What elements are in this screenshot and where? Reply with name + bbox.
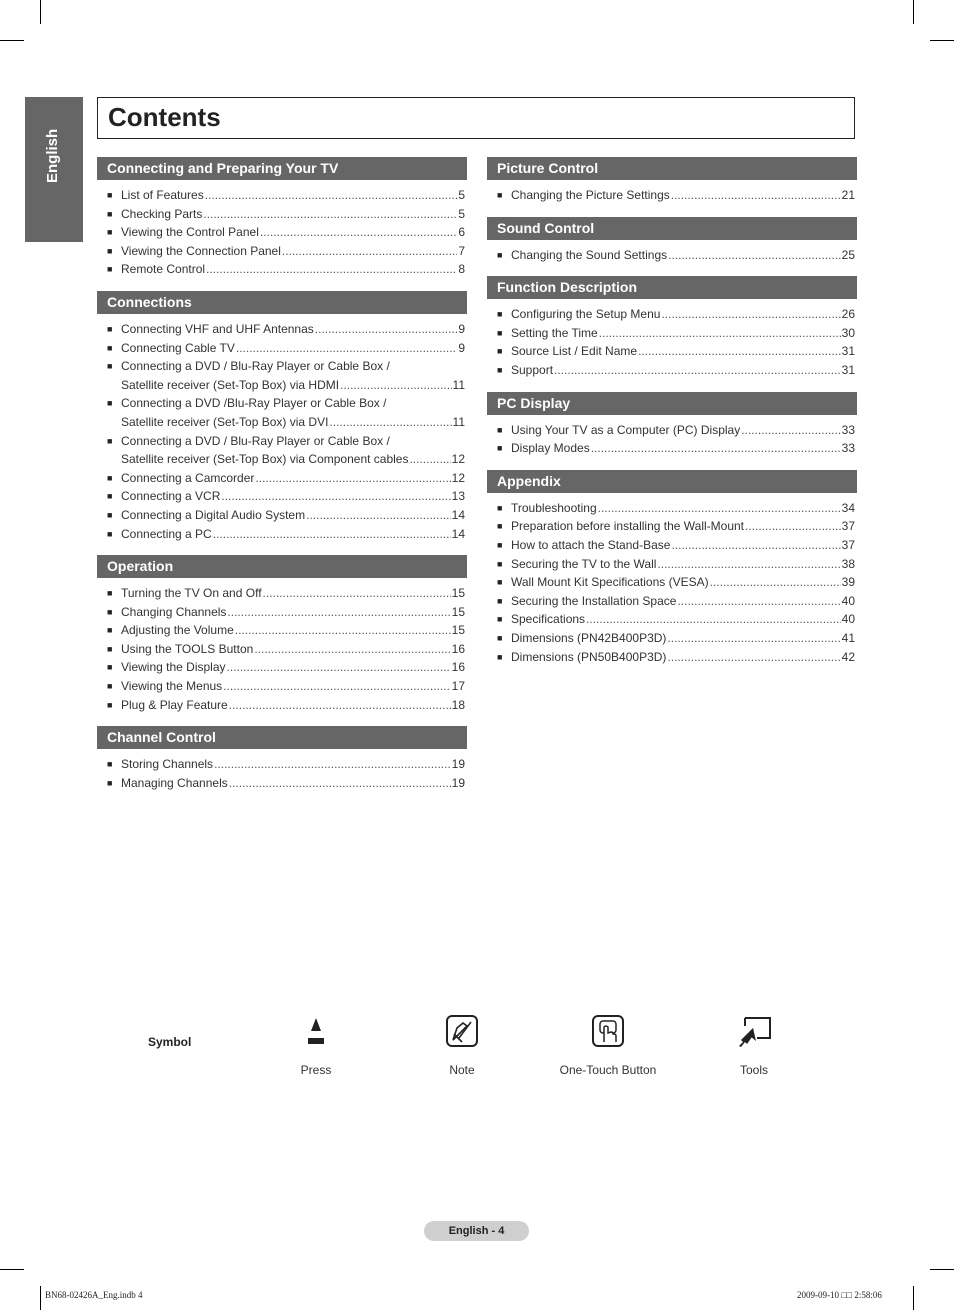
dot-leader <box>221 487 450 506</box>
toc-entry-list <box>487 421 857 458</box>
toc-page-number: 6 <box>458 225 465 240</box>
symbol-caption: Press <box>300 1063 332 1077</box>
toc-page-number: 17 <box>451 679 465 694</box>
section-heading: Connecting and Preparing Your TV <box>97 157 467 180</box>
dot-leader <box>227 658 451 677</box>
toc-entry <box>487 246 857 265</box>
dot-leader <box>661 305 840 324</box>
toc-page-number: 18 <box>451 697 465 712</box>
square-bullet-icon: ■ <box>497 539 503 550</box>
toc-entry-title: Dimensions (PN50B400P3D) <box>511 649 667 664</box>
dot-leader <box>710 573 841 592</box>
toc-entry <box>487 186 857 205</box>
toc-entry <box>487 629 857 648</box>
toc-page-number: 16 <box>451 641 465 656</box>
dot-leader <box>203 205 457 224</box>
toc-entry <box>97 339 467 358</box>
toc-entry <box>487 421 857 440</box>
dot-leader <box>223 677 450 696</box>
dot-leader <box>591 439 841 458</box>
toc-entry-title: Using the TOOLS Button <box>121 641 254 656</box>
toc-entry <box>97 677 467 696</box>
dot-leader <box>229 774 451 793</box>
tools-icon <box>735 1014 773 1048</box>
dot-leader <box>282 242 457 261</box>
toc-page-number: 5 <box>458 188 465 202</box>
toc-left-column <box>97 157 467 804</box>
dot-leader <box>638 342 841 361</box>
toc-entry <box>487 499 857 518</box>
dot-leader <box>205 186 458 205</box>
dot-leader <box>254 640 450 659</box>
toc-entry-title: Connecting VHF and UHF Antennas <box>121 321 314 336</box>
square-bullet-icon: ■ <box>107 435 113 446</box>
dot-leader <box>306 506 451 525</box>
toc-entry-title: Specifications <box>511 612 586 627</box>
toc-entry-title: Wall Mount Kit Specifications (VESA) <box>511 575 709 590</box>
toc-entry-title: Storing Channels <box>121 757 214 772</box>
dot-leader <box>599 324 841 343</box>
square-bullet-icon: ■ <box>107 342 113 353</box>
dot-leader <box>745 517 841 536</box>
toc-entry-title: Connecting a PC <box>121 526 212 541</box>
toc-page-number: 37 <box>841 537 855 552</box>
toc-page-number: 40 <box>841 612 855 627</box>
toc-entry-title: Turning the TV On and Off <box>121 586 262 601</box>
square-bullet-icon: ■ <box>107 643 113 654</box>
toc-entry-title: Checking Parts <box>121 206 203 221</box>
toc-page-number: 14 <box>451 526 465 541</box>
section-heading: Picture Control <box>487 157 857 180</box>
toc-page-number: 7 <box>458 243 465 258</box>
toc-entry <box>487 573 857 592</box>
toc-page-number: 15 <box>451 586 465 601</box>
toc-entry-title: Viewing the Control Panel <box>121 225 259 240</box>
toc-entry <box>487 648 857 667</box>
dot-leader <box>213 525 451 544</box>
square-bullet-icon: ■ <box>107 588 113 599</box>
dot-leader <box>235 621 451 640</box>
section-heading: Channel Control <box>97 726 467 749</box>
toc-entry-title: Viewing the Connection Panel <box>121 243 281 258</box>
page-number-badge: English - 4 <box>424 1221 529 1241</box>
toc-entry <box>97 658 467 677</box>
toc-entry <box>97 205 467 224</box>
toc-entry-title: Securing the Installation Space <box>511 593 677 608</box>
crop-mark <box>40 0 41 24</box>
toc-page-number: 39 <box>841 575 855 590</box>
crop-mark <box>913 1286 914 1310</box>
toc-page-number: 19 <box>451 775 465 790</box>
square-bullet-icon: ■ <box>107 361 113 372</box>
square-bullet-icon: ■ <box>107 398 113 409</box>
toc-entry-title: Viewing the Display <box>121 660 226 675</box>
toc-entry-title: Troubleshooting <box>511 500 597 515</box>
page-title: Contents <box>108 102 221 132</box>
toc-page-number: 37 <box>841 519 855 534</box>
square-bullet-icon: ■ <box>497 190 503 200</box>
symbol-caption: One-Touch Button <box>559 1063 657 1077</box>
square-bullet-icon: ■ <box>497 346 503 357</box>
crop-mark <box>930 40 954 41</box>
toc-section <box>97 291 467 543</box>
toc-entry <box>487 439 857 458</box>
toc-entry-title: Adjusting the Volume <box>121 623 234 638</box>
section-heading: Connections <box>97 291 467 314</box>
toc-entry <box>97 357 467 394</box>
toc-section <box>97 157 467 279</box>
toc-entry <box>97 242 467 261</box>
toc-page-number: 41 <box>841 630 855 645</box>
toc-entry-title: Configuring the Setup Menu <box>511 307 661 322</box>
square-bullet-icon: ■ <box>497 424 503 435</box>
symbol-note <box>402 1014 522 1077</box>
dot-leader <box>586 610 841 629</box>
square-bullet-icon: ■ <box>107 699 113 710</box>
crop-mark <box>930 1269 954 1270</box>
toc-entry <box>97 223 467 242</box>
dot-leader <box>263 584 451 603</box>
toc-entry-title: Support <box>511 362 554 377</box>
toc-entry-title: Preparation before installing the Wall-Mount <box>511 519 745 534</box>
toc-entry-title: Plug & Play Feature <box>121 697 228 712</box>
one-touch-button-icon <box>591 1014 625 1048</box>
toc-page-number: 25 <box>841 247 855 262</box>
dot-leader <box>229 696 451 715</box>
dot-leader <box>671 186 841 205</box>
toc-entry <box>97 621 467 640</box>
symbol-label: Symbol <box>148 1035 192 1049</box>
toc-entry-title: List of Features <box>121 188 204 202</box>
toc-entry-title: Satellite receiver (Set-Top Box) via HDMI <box>121 377 340 392</box>
title-box <box>97 97 855 139</box>
toc-right-column <box>487 157 857 678</box>
square-bullet-icon: ■ <box>497 364 503 375</box>
toc-entry <box>487 592 857 611</box>
toc-entry <box>97 320 467 339</box>
toc-entry <box>97 394 467 431</box>
symbol-caption: Tools <box>739 1063 768 1077</box>
crop-mark <box>0 1269 24 1270</box>
toc-page-number: 16 <box>451 660 465 675</box>
toc-entry-title: Connecting a DVD / Blu-Ray Player or Cable Box / <box>121 359 390 374</box>
square-bullet-icon: ■ <box>497 502 503 513</box>
toc-page-number: 5 <box>458 206 465 221</box>
toc-entry-list <box>97 584 467 714</box>
square-bullet-icon: ■ <box>107 245 113 256</box>
toc-entry <box>487 305 857 324</box>
toc-page-number: 30 <box>841 325 855 340</box>
toc-entry-title: Using Your TV as a Computer (PC) Display <box>511 422 741 437</box>
toc-page-number: 12 <box>451 470 465 485</box>
square-bullet-icon: ■ <box>107 491 113 502</box>
toc-entry <box>487 517 857 536</box>
dot-leader <box>598 499 841 518</box>
toc-entry <box>97 186 467 205</box>
toc-entry <box>487 610 857 629</box>
toc-entry-title: Satellite receiver (Set-Top Box) via Component cables <box>121 452 409 467</box>
toc-entry-title: Connecting a Camcorder <box>121 470 255 485</box>
toc-page-number: 11 <box>452 414 465 429</box>
language-label: English <box>44 128 61 183</box>
section-heading: PC Display <box>487 392 857 415</box>
toc-entry-title: Setting the Time <box>511 325 598 340</box>
toc-section <box>97 555 467 714</box>
dot-leader <box>214 755 451 774</box>
section-heading: Operation <box>97 555 467 578</box>
toc-entry <box>97 260 467 279</box>
toc-section <box>487 470 857 666</box>
toc-page-number: 31 <box>841 362 855 377</box>
crop-mark <box>0 40 24 41</box>
toc-entry-list <box>487 186 857 205</box>
toc-entry-title: Managing Channels <box>121 775 228 790</box>
toc-entry <box>97 487 467 506</box>
toc-entry-title: Connecting a DVD /Blu-Ray Player or Cable Box / <box>121 396 387 411</box>
square-bullet-icon: ■ <box>107 190 113 200</box>
dot-leader <box>671 536 840 555</box>
toc-entry-title: Display Modes <box>511 441 590 456</box>
toc-entry-title: Changing Channels <box>121 604 227 619</box>
toc-entry <box>97 774 467 793</box>
toc-page-number: 12 <box>451 452 465 467</box>
toc-entry-list <box>97 320 467 543</box>
toc-entry-title: Connecting a Digital Audio System <box>121 507 306 522</box>
toc-section <box>487 217 857 265</box>
footer-timestamp: 2009-09-10 □□ 2:58:06 <box>797 1290 882 1300</box>
toc-entry-list <box>97 186 467 279</box>
language-side-tab <box>25 97 83 242</box>
toc-entry <box>97 584 467 603</box>
square-bullet-icon: ■ <box>107 208 113 219</box>
square-bullet-icon: ■ <box>107 662 113 673</box>
toc-page-number: 42 <box>841 649 855 664</box>
toc-entry-title: Remote Control <box>121 262 206 277</box>
square-bullet-icon: ■ <box>497 327 503 338</box>
dot-leader <box>667 648 840 667</box>
dot-leader <box>741 421 840 440</box>
dot-leader <box>329 413 451 432</box>
dot-leader <box>340 376 451 395</box>
square-bullet-icon: ■ <box>107 227 113 238</box>
toc-page-number: 8 <box>458 262 465 277</box>
dot-leader <box>677 592 840 611</box>
square-bullet-icon: ■ <box>497 614 503 625</box>
section-heading: Appendix <box>487 470 857 493</box>
toc-entry-list <box>487 305 857 379</box>
toc-entry-list <box>97 755 467 792</box>
dot-leader <box>206 260 457 279</box>
toc-page-number: 14 <box>451 507 465 522</box>
press-icon <box>306 1016 326 1046</box>
square-bullet-icon: ■ <box>497 651 503 662</box>
toc-page-number: 15 <box>451 623 465 638</box>
toc-page-number: 19 <box>451 757 465 772</box>
dot-leader <box>260 223 457 242</box>
toc-page-number: 11 <box>452 377 465 392</box>
toc-entry-title: Viewing the Menus <box>121 679 223 694</box>
symbol-caption: Note <box>449 1063 475 1077</box>
square-bullet-icon: ■ <box>107 606 113 617</box>
square-bullet-icon: ■ <box>497 558 503 569</box>
symbol-one-touch-button <box>548 1014 668 1077</box>
toc-page-number: 33 <box>841 441 855 456</box>
dot-leader <box>315 320 458 339</box>
toc-section <box>487 157 857 205</box>
square-bullet-icon: ■ <box>497 309 503 320</box>
toc-section <box>97 726 467 792</box>
toc-entry <box>487 361 857 380</box>
toc-entry-title: How to attach the Stand-Base <box>511 537 671 552</box>
square-bullet-icon: ■ <box>107 759 113 770</box>
square-bullet-icon: ■ <box>107 777 113 788</box>
square-bullet-icon: ■ <box>107 528 113 539</box>
toc-page-number: 26 <box>841 307 855 322</box>
crop-mark <box>40 1286 41 1310</box>
toc-entry-title: Connecting a DVD / Blu-Ray Player or Cable Box / <box>121 433 390 448</box>
square-bullet-icon: ■ <box>497 443 503 454</box>
square-bullet-icon: ■ <box>497 595 503 606</box>
square-bullet-icon: ■ <box>497 521 503 532</box>
dot-leader <box>554 361 841 380</box>
dot-leader <box>409 450 450 469</box>
toc-entry <box>487 555 857 574</box>
toc-entry <box>97 696 467 715</box>
dot-leader <box>667 629 840 648</box>
toc-entry-title: Connecting Cable TV <box>121 340 235 355</box>
toc-page-number: 9 <box>458 340 465 355</box>
footer-file: BN68-02426A_Eng.indb 4 <box>45 1290 143 1300</box>
toc-entry-title: Changing the Sound Settings <box>511 247 668 262</box>
section-heading: Sound Control <box>487 217 857 240</box>
symbol-press <box>256 1014 376 1077</box>
square-bullet-icon: ■ <box>497 632 503 643</box>
crop-mark <box>913 0 914 24</box>
toc-entry-list <box>487 499 857 666</box>
toc-entry-title: Securing the TV to the Wall <box>511 556 657 571</box>
toc-entry-list <box>487 246 857 265</box>
toc-entry-title: Satellite receiver (Set-Top Box) via DVI <box>121 414 329 429</box>
toc-entry-title: Dimensions (PN42B400P3D) <box>511 630 667 645</box>
toc-entry <box>487 324 857 343</box>
square-bullet-icon: ■ <box>107 472 113 483</box>
dot-leader <box>657 555 840 574</box>
toc-entry-title: Changing the Picture Settings <box>511 188 670 202</box>
symbol-tools <box>694 1014 814 1077</box>
toc-page-number: 15 <box>451 604 465 619</box>
dot-leader <box>236 339 457 358</box>
toc-entry <box>97 525 467 544</box>
toc-page-number: 40 <box>841 593 855 608</box>
toc-entry <box>97 469 467 488</box>
toc-page-number: 33 <box>841 422 855 437</box>
square-bullet-icon: ■ <box>107 509 113 520</box>
square-bullet-icon: ■ <box>497 577 503 588</box>
square-bullet-icon: ■ <box>107 323 113 334</box>
toc-entry <box>97 640 467 659</box>
toc-entry <box>487 536 857 555</box>
square-bullet-icon: ■ <box>497 249 503 260</box>
toc-page-number: 13 <box>451 489 465 504</box>
toc-entry <box>97 432 467 469</box>
toc-entry <box>97 506 467 525</box>
square-bullet-icon: ■ <box>107 625 113 636</box>
toc-page-number: 34 <box>841 500 855 515</box>
toc-entry <box>97 603 467 622</box>
toc-page-number: 38 <box>841 556 855 571</box>
dot-leader <box>227 603 450 622</box>
toc-page-number: 21 <box>841 188 855 202</box>
toc-page-number: 31 <box>841 344 855 359</box>
toc-page-number: 9 <box>458 321 465 336</box>
toc-section <box>487 392 857 458</box>
note-icon <box>445 1014 479 1048</box>
square-bullet-icon: ■ <box>107 681 113 692</box>
toc-entry <box>487 342 857 361</box>
dot-leader <box>668 246 841 265</box>
toc-section <box>487 276 857 379</box>
section-heading: Function Description <box>487 276 857 299</box>
dot-leader <box>255 469 450 488</box>
toc-entry-title: Connecting a VCR <box>121 489 221 504</box>
toc-entry <box>97 755 467 774</box>
toc-entry-title: Source List / Edit Name <box>511 344 638 359</box>
square-bullet-icon: ■ <box>107 264 113 275</box>
